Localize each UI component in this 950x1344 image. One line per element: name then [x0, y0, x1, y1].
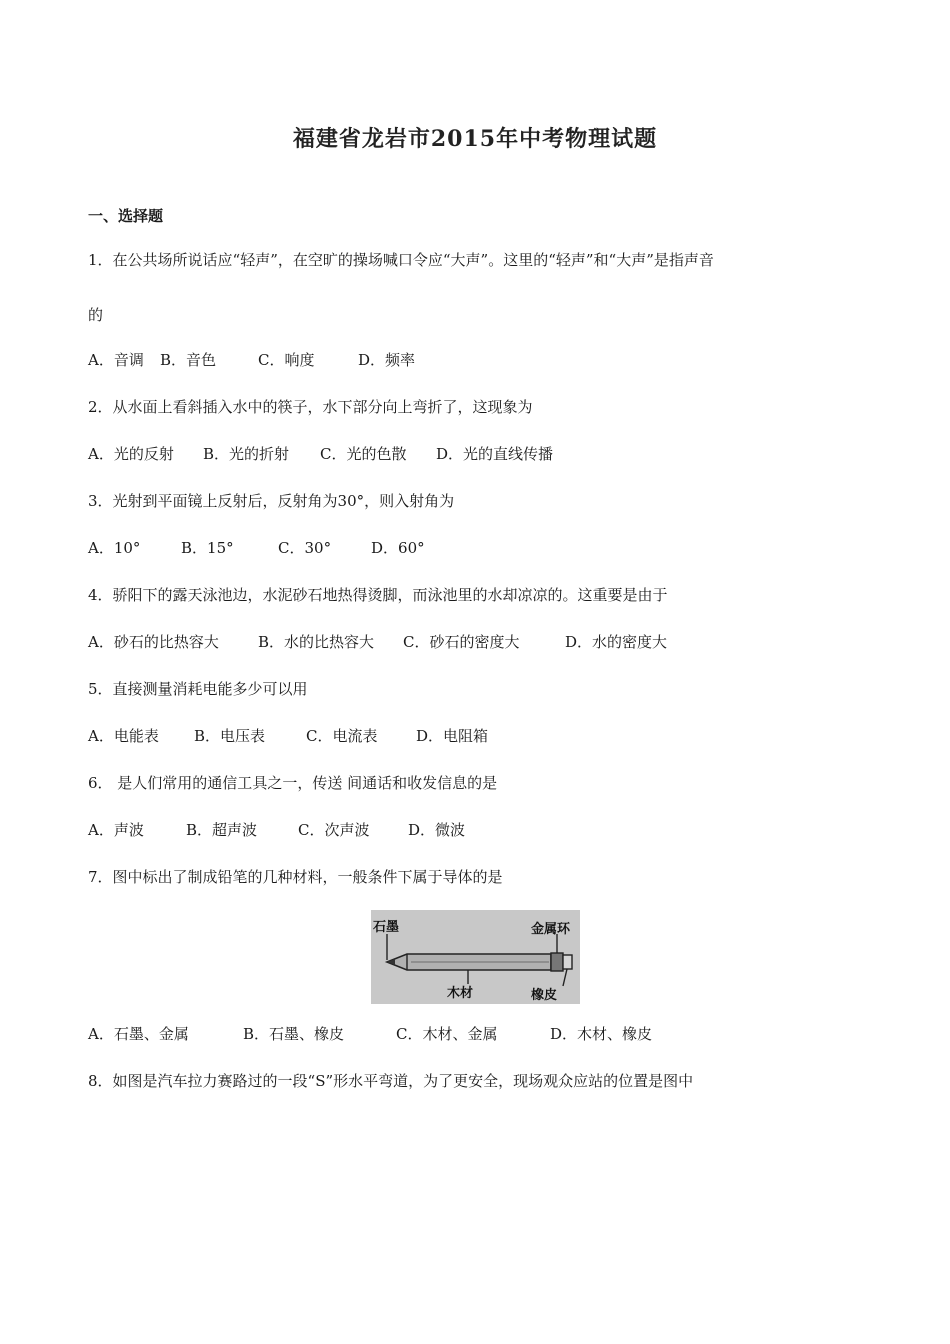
question-1-options: [88, 350, 415, 370]
label-wood: 木材: [447, 986, 474, 1001]
option-a: A．音调: [88, 351, 144, 369]
option-b: B．超声波: [186, 821, 258, 839]
option-d: D．水的密度大: [565, 633, 668, 651]
option-a: A．声波: [88, 821, 144, 839]
option-b: B．光的折射: [203, 445, 290, 463]
question-5-text: 5．直接测量消耗电能多少可以用: [88, 680, 308, 698]
option-c: C．电流表: [306, 727, 378, 745]
option-b: B．15°: [181, 539, 234, 557]
section-heading: 一、选择题: [88, 207, 164, 225]
option-d: D．60°: [371, 539, 425, 557]
question-6-options: [88, 820, 465, 840]
option-a: A．电能表: [88, 727, 159, 745]
option-c: C．光的色散: [320, 445, 407, 463]
question-6-text: 6． 是人们常用的通信工具之一，传送 间通话和收发信息的是: [88, 774, 498, 792]
question-1-text: 1．在公共场所说话应“轻声”，在空旷的操场喊口令应“大声”。这里的“轻声”和“大声”是指声音: [88, 251, 714, 269]
option-c: C．次声波: [298, 821, 370, 839]
option-d: D．光的直线传播: [436, 445, 554, 463]
pencil-figure: [371, 910, 580, 1004]
question-1-text-cont: 的: [88, 306, 104, 324]
label-metal-ring: 金属环: [531, 922, 571, 937]
label-graphite: 石墨: [373, 920, 400, 935]
option-c: C．砂石的密度大: [403, 633, 520, 651]
option-c: C．木材、金属: [396, 1025, 498, 1043]
question-7-options: [88, 1024, 652, 1044]
option-c: C．30°: [278, 539, 332, 557]
option-b: B．水的比热容大: [258, 633, 375, 651]
option-b: B．电压表: [194, 727, 266, 745]
question-8-text: 8．如图是汽车拉力赛路过的一段“S”形水平弯道，为了更安全，现场观众应站的位置是图中: [88, 1072, 694, 1090]
option-d: D．微波: [408, 821, 466, 839]
option-b: B．石墨、橡皮: [243, 1025, 345, 1043]
question-2-text: 2．从水面上看斜插入水中的筷子，水下部分向上弯折了，这现象为: [88, 398, 533, 416]
question-3-text: 3．光射到平面镜上反射后，反射角为30°，则入射角为: [88, 492, 455, 510]
option-b: B．音色: [160, 351, 217, 369]
question-4-text: 4．骄阳下的露天泳池边，水泥砂石地热得烫脚，而泳池里的水却凉凉的。这重要是由于: [88, 586, 668, 604]
option-a: A．石墨、金属: [88, 1025, 189, 1043]
page-title: 福建省龙岩市2015年中考物理试题: [292, 126, 658, 152]
question-5-options: [88, 726, 488, 746]
question-3-options: [88, 538, 425, 558]
label-eraser: 橡皮: [531, 988, 558, 1003]
option-a: A．10°: [88, 539, 141, 557]
option-d: D．电阻箱: [416, 727, 489, 745]
question-7-text: 7．图中标出了制成铅笔的几种材料，一般条件下属于导体的是: [88, 868, 503, 886]
option-d: D．木材、橡皮: [550, 1025, 653, 1043]
option-c: C．响度: [258, 351, 315, 369]
question-4-options: [88, 632, 667, 652]
option-d: D．频率: [358, 351, 416, 369]
option-a: A．光的反射: [88, 445, 174, 463]
option-a: A．砂石的比热容大: [88, 633, 219, 651]
question-2-options: [88, 444, 553, 464]
